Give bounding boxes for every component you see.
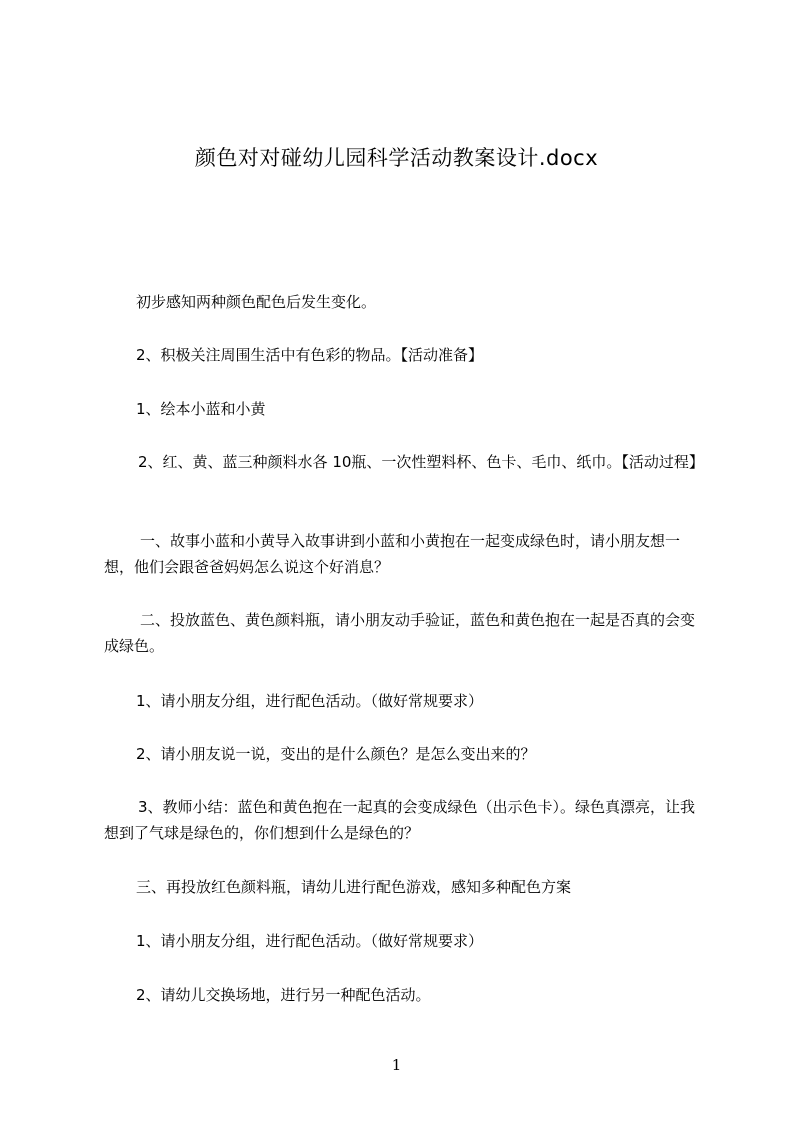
paragraph-objective-2: 2、积极关注周围生活中有色彩的物品。【活动准备】	[136, 346, 484, 364]
paragraph-preparation-2: 2、红、黄、蓝三种颜料水各 10瓶、一次性塑料杯、色卡、毛巾、纸巾。【活动过程】	[138, 453, 704, 471]
paragraph-step-3-1: 1、请小朋友分组，进行配色活动。（做好常规要求）	[136, 932, 484, 950]
paragraph-process-1: 一、故事小蓝和小黄导入故事讲到小蓝和小黄抱在一起变成绿色时，请小朋友想一想，他们会跟爸爸妈妈怎么说这个好消息？	[104, 532, 681, 576]
paragraph-process-2: 二、投放蓝色、黄色颜料瓶，请小朋友动手验证，蓝色和黄色抱在一起是否真的会变成绿色。	[104, 611, 696, 655]
paragraph-objective-1: 初步感知两种颜色配色后发生变化。	[136, 293, 377, 311]
document-title: 颜色对对碰幼儿园科学活动教案设计.docx	[194, 146, 599, 170]
paragraph-step-2-2: 2、请小朋友说一说，变出的是什么颜色？是怎么变出来的？	[136, 745, 536, 763]
paragraph-process-3: 三、再投放红色颜料瓶，请幼儿进行配色游戏，感知多种配色方案	[136, 878, 572, 896]
page-number: 1	[391, 1056, 402, 1074]
paragraph-step-2-1: 1、请小朋友分组，进行配色活动。（做好常规要求）	[136, 692, 484, 710]
paragraph-step-2-3: 3、教师小结：蓝色和黄色抱在一起真的会变成绿色（出示色卡）。绿色真漂亮，让我想到了气球是绿色的，你们想到什么是绿色的？	[104, 798, 696, 842]
paragraph-step-3-2: 2、请幼儿交换场地，进行另一种配色活动。	[136, 986, 431, 1004]
paragraph-preparation-1: 1、绘本小蓝和小黄	[136, 400, 266, 418]
